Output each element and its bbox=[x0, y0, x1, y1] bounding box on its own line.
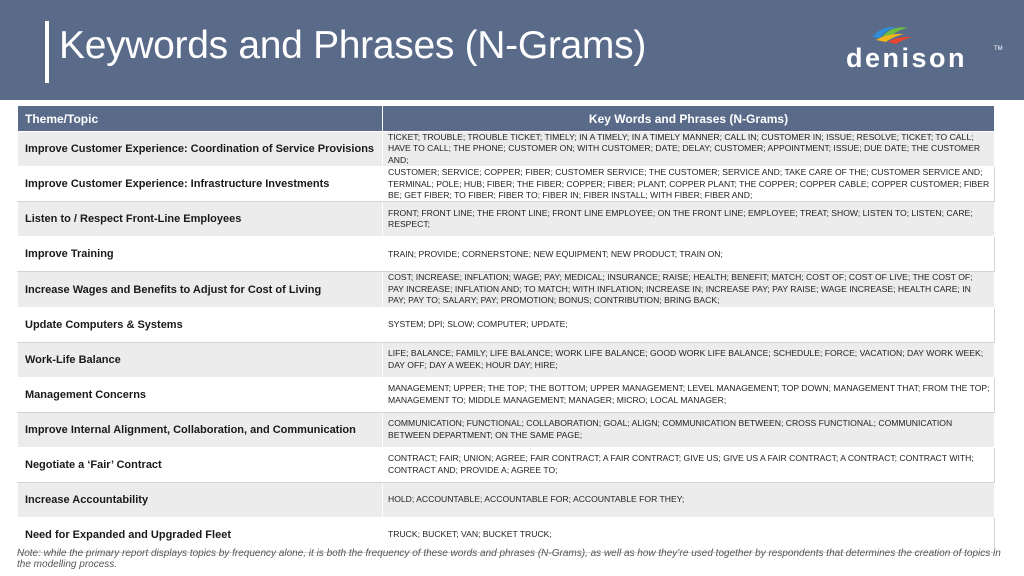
topic-cell: Management Concerns bbox=[18, 377, 383, 412]
table-row bbox=[18, 167, 995, 202]
keywords-cell: FRONT; FRONT LINE; THE FRONT LINE; FRONT LINE EMPLOYEE; ON THE FRONT LINE; EMPLOYEE; TREAT; SHOW; LISTEN TO; LISTEN; CARE; RESPECT; bbox=[383, 202, 995, 237]
topic-cell: Improve Customer Experience: Infrastructure Investments bbox=[18, 167, 383, 202]
table-row bbox=[18, 447, 995, 482]
topic-cell: Need for Expanded and Upgraded Fleet bbox=[18, 517, 383, 552]
column-header-theme: Theme/Topic bbox=[18, 106, 383, 132]
table-row bbox=[18, 482, 995, 517]
keywords-cell: TRAIN; PROVIDE; CORNERSTONE; NEW EQUIPMENT; NEW PRODUCT; TRAIN ON; bbox=[383, 237, 995, 272]
table-row bbox=[18, 307, 995, 342]
title-accent-bar bbox=[45, 21, 49, 83]
logo-wordmark: denison bbox=[846, 43, 968, 73]
footnote: Note: while the primary report displays topics by frequency alone, it is both the frequency of these words and phrases (N-Grams), as well as how they’re used together by respondents that determines the creation of topics in the modelling process. bbox=[17, 548, 1001, 570]
topic-cell: Update Computers & Systems bbox=[18, 307, 383, 342]
keywords-cell: COMMUNICATION; FUNCTIONAL; COLLABORATION; GOAL; ALIGN; COMMUNICATION BETWEEN; CROSS FUNCTIONAL; COMMUNICATION BETWEEN DEPARTMENT; ON THE SAME PAGE; bbox=[383, 412, 995, 447]
topic-cell: Improve Training bbox=[18, 237, 383, 272]
topic-cell: Increase Wages and Benefits to Adjust for Cost of Living bbox=[18, 272, 383, 307]
keywords-cell: COST; INCREASE; INFLATION; WAGE; PAY; MEDICAL; INSURANCE; RAISE; HEALTH; BENEFIT; MATCH; COST OF; COST OF LIVE; THE COST OF; PAY INCREASE; INFLATION AND; TO MATCH; WITH INFLATION; INCREASE IN; INCREASE PAY; PAY RAISE; WAGE INCREASE; HEALTH CARE; IN PAY; PAY TO; SALARY; PAY; PROMOTION; BONUS; CONTRIBUTION; BRING BACK; bbox=[383, 272, 995, 307]
keywords-cell: SYSTEM; DPI; SLOW; COMPUTER; UPDATE; bbox=[383, 307, 995, 342]
keywords-cell: CONTRACT; FAIR; UNION; AGREE; FAIR CONTRACT; A FAIR CONTRACT; GIVE US; GIVE US A FAIR CONTRACT; A CONTRACT; CONTRACT WITH; CONTRACT AND; PROVIDE A; AGREE TO; bbox=[383, 447, 995, 482]
page-title: Keywords and Phrases (N-Grams) bbox=[59, 24, 647, 67]
slide-header bbox=[0, 0, 1024, 100]
keywords-cell: MANAGEMENT; UPPER; THE TOP; THE BOTTOM; UPPER MANAGEMENT; LEVEL MANAGEMENT; TOP DOWN; MANAGEMENT THAT; FROM THE TOP; MANAGEMENT TO; MIDDLE MANAGEMENT; MANAGER; MICRO; LOCAL MANAGER; bbox=[383, 377, 995, 412]
table-row bbox=[18, 412, 995, 447]
denison-logo bbox=[846, 24, 1006, 72]
table-row bbox=[18, 237, 995, 272]
keywords-cell: CUSTOMER; SERVICE; COPPER; FIBER; CUSTOMER SERVICE; THE CUSTOMER; SERVICE AND; TAKE CARE OF THE; CUSTOMER SERVICE AND; TERMINAL; POLE; HUB; FIBER; THE FIBER; COPPER; FIBER; PLANT; COPPER PLANT; THE COPPER; COPPER CABLE; COPPER CUSTOMER; FIBER BE; GET FIBER; TO FIBER; FIBER TO; FIBER IN; FIBER INSTALL; WITH FIBER; FIBER AND; bbox=[383, 167, 995, 202]
logo-trademark: TM bbox=[994, 46, 1003, 52]
table-header-row bbox=[18, 106, 995, 132]
table-row bbox=[18, 377, 995, 412]
topic-cell: Work-Life Balance bbox=[18, 342, 383, 377]
keywords-table bbox=[17, 105, 995, 553]
table-row bbox=[18, 342, 995, 377]
column-header-keywords: Key Words and Phrases (N-Grams) bbox=[383, 106, 995, 132]
keywords-cell: TICKET; TROUBLE; TROUBLE TICKET; TIMELY; IN A TIMELY; IN A TIMELY MANNER; CALL IN; CUSTOMER IN; ISSUE; RESOLVE; TICKET; TO CALL; HAVE TO CALL; THE PHONE; CUSTOMER ON; WITH CUSTOMER; DATE; DELAY; CUSTOMER; APPOINTMENT; ISSUE; DUE DATE; THE CUSTOMER AND; bbox=[383, 132, 995, 167]
topic-cell: Increase Accountability bbox=[18, 482, 383, 517]
table-row bbox=[18, 272, 995, 307]
table-row bbox=[18, 202, 995, 237]
topic-cell: Improve Customer Experience: Coordination of Service Provisions bbox=[18, 132, 383, 167]
keywords-cell: LIFE; BALANCE; FAMILY; LIFE BALANCE; WORK LIFE BALANCE; GOOD WORK LIFE BALANCE; SCHEDULE; FORCE; VACATION; DAY WORK WEEK; DAY OFF; DAY A WEEK; HOUR DAY; HIRE; bbox=[383, 342, 995, 377]
table-row bbox=[18, 132, 995, 167]
topic-cell: Improve Internal Alignment, Collaboration, and Communication bbox=[18, 412, 383, 447]
keywords-cell: TRUCK; BUCKET; VAN; BUCKET TRUCK; bbox=[383, 517, 995, 552]
topic-cell: Negotiate a ‘Fair’ Contract bbox=[18, 447, 383, 482]
topic-cell: Listen to / Respect Front-Line Employees bbox=[18, 202, 383, 237]
table-row bbox=[18, 517, 995, 552]
keywords-cell: HOLD; ACCOUNTABLE; ACCOUNTABLE FOR; ACCOUNTABLE FOR THEY; bbox=[383, 482, 995, 517]
